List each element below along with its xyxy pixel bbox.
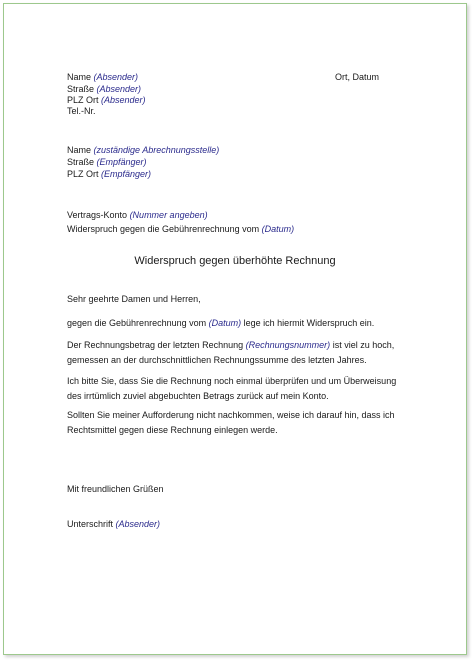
- paragraph-2-hint: (Rechnungsnummer): [245, 340, 331, 350]
- recipient-name-line: [67, 145, 219, 156]
- paragraph-1-hint: (Datum): [208, 318, 242, 328]
- sender-street-line: [67, 84, 141, 95]
- recipient-street-line: [67, 157, 147, 168]
- recipient-name-hint: (zuständige Abrechnungsstelle): [93, 145, 220, 155]
- paragraph-2-line-2: gemessen an der durchschnittlichen Rechnungssumme des letzten Jahres.: [67, 355, 367, 365]
- sender-phone-label: Tel.-Nr.: [67, 106, 96, 116]
- sender-street-label: Straße: [67, 84, 95, 94]
- recipient-street-label: Straße: [67, 157, 95, 167]
- paragraph-4-line-2: Rechtsmittel gegen diese Rechnung einlegen werde.: [67, 425, 278, 435]
- sender-phone-line: [67, 106, 96, 117]
- salutation: Sehr geehrte Damen und Herren,: [67, 294, 201, 304]
- objection-reference-hint: (Datum): [261, 224, 295, 234]
- sender-name-label: Name: [67, 72, 92, 82]
- sender-city-label: PLZ Ort: [67, 95, 99, 105]
- contract-account-hint: (Nummer angeben): [129, 210, 208, 220]
- sender-city-line: [67, 95, 146, 106]
- objection-reference-line: [67, 224, 294, 235]
- sender-city-hint: (Absender): [101, 95, 146, 105]
- paragraph-1-after: lege ich hiermit Widerspruch ein.: [243, 318, 375, 328]
- sender-name-line: [67, 72, 138, 83]
- signature-label: Unterschrift: [67, 519, 114, 529]
- paragraph-2-before: Der Rechnungsbetrag der letzten Rechnung: [67, 340, 244, 350]
- paragraph-3-line-2: des irrtümlich zuviel abgebuchten Betrags zurück auf mein Konto.: [67, 391, 329, 401]
- closing: Mit freundlichen Grüßen: [67, 484, 164, 494]
- paragraph-2-line-1: [67, 340, 394, 351]
- letter-page: [3, 3, 467, 655]
- paragraph-1-before: gegen die Gebührenrechnung vom: [67, 318, 207, 328]
- sender-name-hint: (Absender): [93, 72, 139, 82]
- objection-reference-text: Widerspruch gegen die Gebührenrechnung vom: [67, 224, 260, 234]
- letter-content: [4, 4, 466, 654]
- paragraph-3-line-1: Ich bitte Sie, dass Sie die Rechnung noch einmal überprüfen und um Überweisung: [67, 376, 397, 386]
- place-date: Ort, Datum: [335, 72, 380, 82]
- sender-street-hint: (Absender): [96, 84, 142, 94]
- recipient-city-hint: (Empfänger): [101, 169, 152, 179]
- paragraph-1: [67, 318, 374, 329]
- contract-account-label: Vertrags-Konto: [67, 210, 128, 220]
- paragraph-4-line-1: Sollten Sie meiner Aufforderung nicht nachkommen, weise ich darauf hin, dass ich: [67, 410, 395, 420]
- recipient-city-line: [67, 169, 151, 180]
- contract-account-line: [67, 210, 208, 221]
- recipient-city-label: PLZ Ort: [67, 169, 99, 179]
- signature-line: [67, 519, 160, 530]
- letter-subject: Widerspruch gegen überhöhte Rechnung: [134, 255, 336, 267]
- recipient-street-hint: (Empfänger): [96, 157, 147, 167]
- paragraph-2-after: ist viel zu hoch,: [332, 340, 395, 350]
- recipient-name-label: Name: [67, 145, 92, 155]
- signature-hint: (Absender): [115, 519, 161, 529]
